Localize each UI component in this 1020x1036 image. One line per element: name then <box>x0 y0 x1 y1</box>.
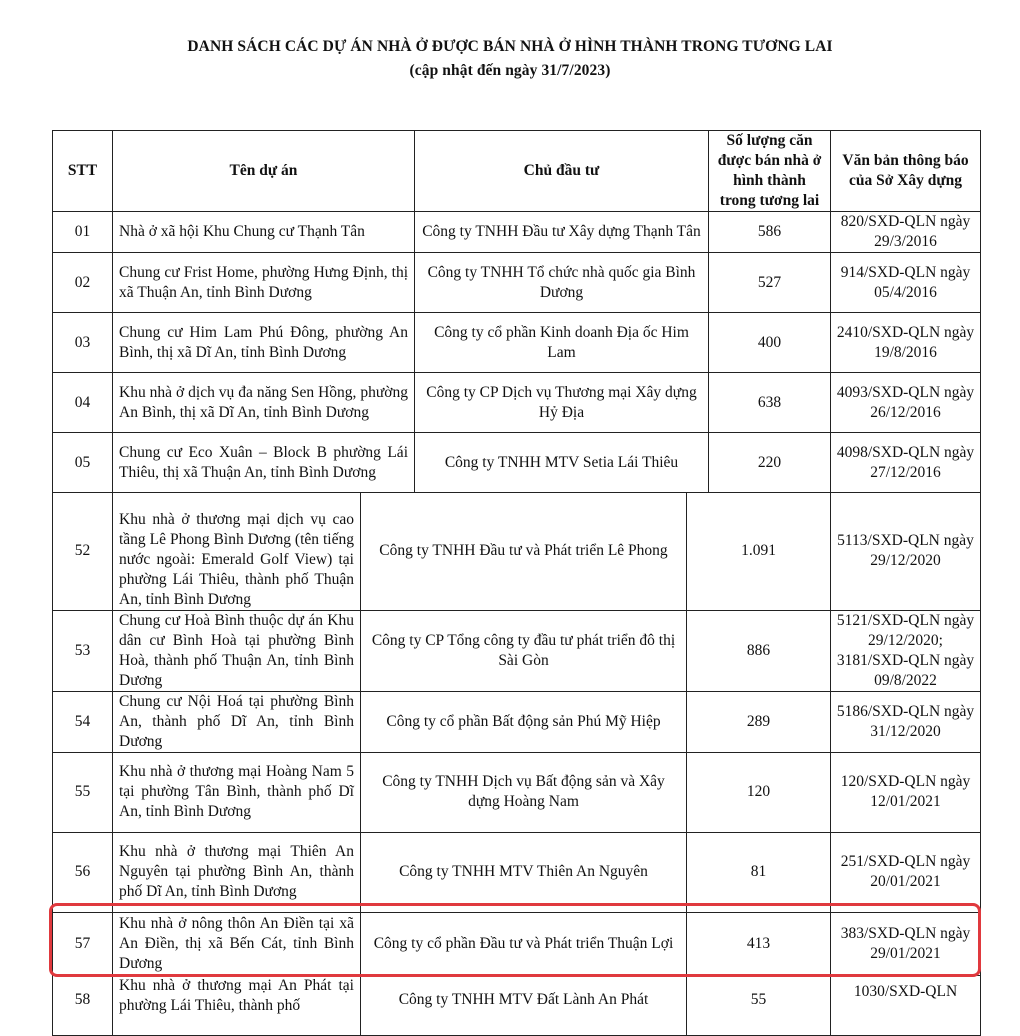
cell-investor: Công ty cổ phần Kinh doanh Địa ốc Him Lam <box>415 313 709 373</box>
cell-stt: 03 <box>53 313 113 373</box>
cell-notice: 820/SXD-QLN ngày 29/3/2016 <box>831 212 981 253</box>
table-row <box>53 975 981 1035</box>
cell-stt: 56 <box>53 832 113 912</box>
cell-notice: 5113/SXD-QLN ngày 29/12/2020 <box>831 492 981 610</box>
cell-investor: Công ty cổ phần Bất động sản Phú Mỹ Hiệp <box>361 691 687 752</box>
cell-count: 400 <box>709 313 831 373</box>
cell-notice: 5121/SXD-QLN ngày 29/12/2020; 3181/SXD-QLN ngày 09/8/2022 <box>831 610 981 691</box>
projects-table-bottom <box>52 492 981 1036</box>
header-investor: Chủ đầu tư <box>415 131 709 212</box>
cell-project: Chung cư Frist Home, phường Hưng Định, thị xã Thuận An, tỉnh Bình Dương <box>113 253 415 313</box>
cell-count: 120 <box>687 752 831 832</box>
cell-investor: Công ty CP Dịch vụ Thương mại Xây dựng Hỷ Địa <box>415 373 709 433</box>
cell-count: 638 <box>709 373 831 433</box>
cell-count: 586 <box>709 212 831 253</box>
table-row <box>53 433 981 493</box>
cell-notice: 5186/SXD-QLN ngày 31/12/2020 <box>831 691 981 752</box>
cell-count: 81 <box>687 832 831 912</box>
cell-notice: 120/SXD-QLN ngày 12/01/2021 <box>831 752 981 832</box>
cell-investor: Công ty TNHH Đầu tư Xây dựng Thạnh Tân <box>415 212 709 253</box>
header-stt: STT <box>53 131 113 212</box>
document-subtitle: (cập nhật đến ngày 31/7/2023) <box>409 62 611 79</box>
cell-count: 1.091 <box>687 492 831 610</box>
table-row <box>53 313 981 373</box>
cell-notice: 914/SXD-QLN ngày 05/4/2016 <box>831 253 981 313</box>
cell-investor: Công ty CP Tổng công ty đầu tư phát triển đô thị Sài Gòn <box>361 610 687 691</box>
cell-project: Khu nhà ở thương mại dịch vụ cao tầng Lê Phong Bình Dương (tên tiếng nước ngoài: Emerald Golf View) tại phường Lái Thiêu, thành phố Thuận An, tỉnh Bình Dương <box>113 492 361 610</box>
cell-count: 886 <box>687 610 831 691</box>
table-row <box>53 832 981 912</box>
cell-project: Khu nhà ở thương mại An Phát tại phường Lái Thiêu, thành phố <box>113 975 361 1035</box>
table-header-row <box>53 131 981 212</box>
table-row <box>53 752 981 832</box>
cell-count: 289 <box>687 691 831 752</box>
table-row <box>53 253 981 313</box>
cell-stt: 52 <box>53 492 113 610</box>
cell-stt: 04 <box>53 373 113 433</box>
table-row <box>53 691 981 752</box>
cell-project: Chung cư Nội Hoá tại phường Bình An, thành phố Dĩ An, tỉnh Bình Dương <box>113 691 361 752</box>
cell-project: Chung cư Eco Xuân – Block B phường Lái Thiêu, thị xã Thuận An, tỉnh Bình Dương <box>113 433 415 493</box>
cell-stt: 54 <box>53 691 113 752</box>
table-row <box>53 212 981 253</box>
table-row-highlighted <box>53 912 981 975</box>
cell-count: 220 <box>709 433 831 493</box>
document-title: DANH SÁCH CÁC DỰ ÁN NHÀ Ở ĐƯỢC BÁN NHÀ Ở HÌNH THÀNH TRONG TƯƠNG LAI <box>187 38 833 55</box>
cell-notice: 251/SXD-QLN ngày 20/01/2021 <box>831 832 981 912</box>
cell-stt: 53 <box>53 610 113 691</box>
cell-project: Nhà ở xã hội Khu Chung cư Thạnh Tân <box>113 212 415 253</box>
cell-investor: Công ty TNHH Dịch vụ Bất động sản và Xây dựng Hoàng Nam <box>361 752 687 832</box>
cell-project: Khu nhà ở thương mại Thiên An Nguyên tại phường Bình An, thành phố Dĩ An, tỉnh Bình Dương <box>113 832 361 912</box>
cell-count: 55 <box>687 975 831 1035</box>
cell-stt: 02 <box>53 253 113 313</box>
cell-investor: Công ty TNHH Đầu tư và Phát triển Lê Phong <box>361 492 687 610</box>
projects-table-top <box>52 130 981 493</box>
cell-investor: Công ty TNHH MTV Setia Lái Thiêu <box>415 433 709 493</box>
table-row <box>53 492 981 610</box>
cell-stt: 55 <box>53 752 113 832</box>
cell-investor: Công ty TNHH Tổ chức nhà quốc gia Bình Dương <box>415 253 709 313</box>
table-row <box>53 610 981 691</box>
header-project: Tên dự án <box>113 131 415 212</box>
cell-stt: 57 <box>53 912 113 975</box>
cell-stt: 58 <box>53 975 113 1035</box>
header-notice: Văn bản thông báo của Sở Xây dựng <box>831 131 981 212</box>
cell-investor: Công ty TNHH MTV Đất Lành An Phát <box>361 975 687 1035</box>
cell-count: 413 <box>687 912 831 975</box>
cell-stt: 05 <box>53 433 113 493</box>
cell-count: 527 <box>709 253 831 313</box>
cell-project: Chung cư Him Lam Phú Đông, phường An Bình, thị xã Dĩ An, tỉnh Bình Dương <box>113 313 415 373</box>
cell-project: Khu nhà ở dịch vụ đa năng Sen Hồng, phường An Bình, thị xã Dĩ An, tỉnh Bình Dương <box>113 373 415 433</box>
cell-stt: 01 <box>53 212 113 253</box>
header-count: Số lượng căn được bán nhà ở hình thành trong tương lai <box>709 131 831 212</box>
cell-project: Chung cư Hoà Bình thuộc dự án Khu dân cư Bình Hoà tại phường Bình Hoà, thành phố Thuận An, tỉnh Bình Dương <box>113 610 361 691</box>
cell-investor: Công ty cổ phần Đầu tư và Phát triển Thuận Lợi <box>361 912 687 975</box>
cell-notice: 4098/SXD-QLN ngày 27/12/2016 <box>831 433 981 493</box>
cell-notice: 383/SXD-QLN ngày 29/01/2021 <box>831 912 981 975</box>
cell-notice: 2410/SXD-QLN ngày 19/8/2016 <box>831 313 981 373</box>
cell-notice: 4093/SXD-QLN ngày 26/12/2016 <box>831 373 981 433</box>
cell-project: Khu nhà ở nông thôn An Điền tại xã An Điền, thị xã Bến Cát, tỉnh Bình Dương <box>113 912 361 975</box>
table-row <box>53 373 981 433</box>
cell-investor: Công ty TNHH MTV Thiên An Nguyên <box>361 832 687 912</box>
cell-project: Khu nhà ở thương mại Hoàng Nam 5 tại phường Tân Bình, thành phố Dĩ An, tỉnh Bình Dương <box>113 752 361 832</box>
cell-notice: 1030/SXD-QLN <box>831 975 981 1035</box>
